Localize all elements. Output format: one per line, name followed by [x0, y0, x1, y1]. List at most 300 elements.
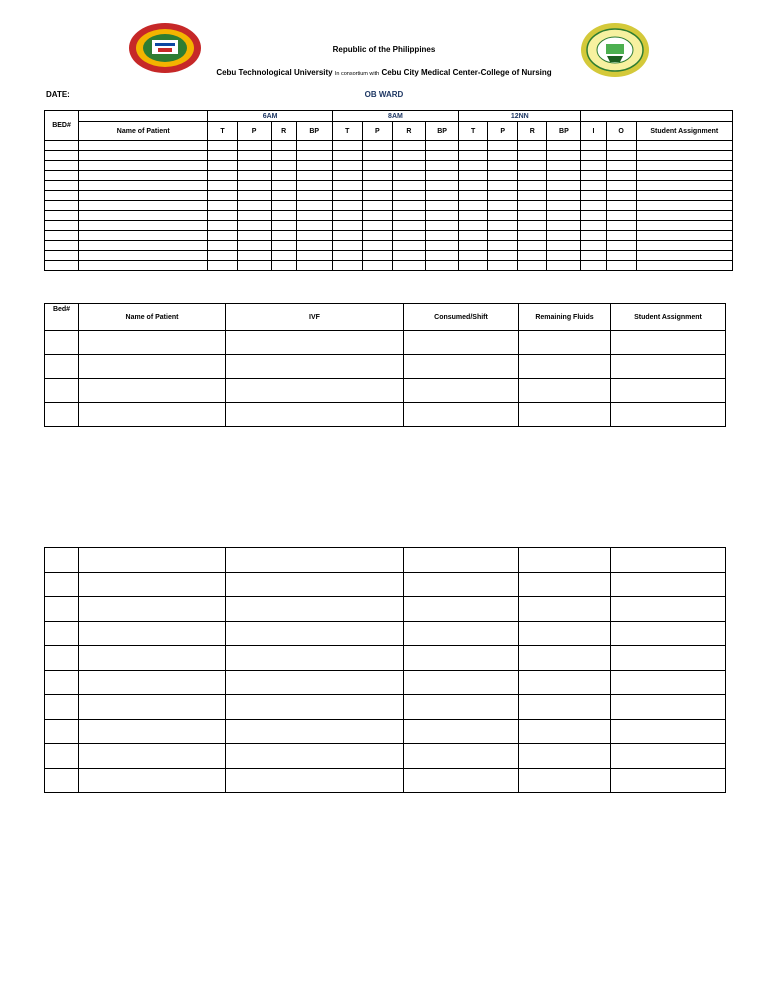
blank-cell[interactable] [79, 719, 226, 744]
blank-cell[interactable] [426, 161, 459, 171]
blank-cell[interactable] [426, 211, 459, 221]
blank-cell[interactable] [519, 355, 611, 379]
blank-cell[interactable] [606, 241, 636, 251]
blank-cell[interactable] [518, 241, 547, 251]
blank-cell[interactable] [547, 261, 581, 271]
blank-cell[interactable] [79, 621, 226, 646]
blank-cell[interactable] [611, 548, 726, 573]
blank-cell[interactable] [426, 251, 459, 261]
blank-cell[interactable] [459, 261, 488, 271]
blank-cell[interactable] [271, 141, 296, 151]
blank-cell[interactable] [296, 261, 332, 271]
blank-cell[interactable] [79, 151, 208, 161]
blank-cell[interactable] [426, 201, 459, 211]
blank-cell[interactable] [581, 251, 606, 261]
blank-cell[interactable] [606, 191, 636, 201]
blank-cell[interactable] [459, 171, 488, 181]
blank-cell[interactable] [459, 181, 488, 191]
blank-cell[interactable] [581, 191, 606, 201]
blank-cell[interactable] [237, 221, 271, 231]
blank-cell[interactable] [518, 151, 547, 161]
blank-cell[interactable] [296, 221, 332, 231]
blank-cell[interactable] [392, 171, 425, 181]
blank-cell[interactable] [296, 201, 332, 211]
blank-cell[interactable] [581, 171, 606, 181]
blank-cell[interactable] [392, 141, 425, 151]
blank-cell[interactable] [636, 231, 732, 241]
blank-cell[interactable] [45, 231, 79, 241]
blank-cell[interactable] [488, 151, 518, 161]
blank-cell[interactable] [606, 211, 636, 221]
blank-cell[interactable] [296, 171, 332, 181]
blank-cell[interactable] [45, 261, 79, 271]
blank-cell[interactable] [459, 161, 488, 171]
blank-cell[interactable] [519, 646, 611, 671]
blank-cell[interactable] [547, 181, 581, 191]
blank-cell[interactable] [404, 719, 519, 744]
blank-cell[interactable] [362, 201, 392, 211]
blank-cell[interactable] [79, 161, 208, 171]
blank-cell[interactable] [636, 251, 732, 261]
blank-cell[interactable] [45, 695, 79, 720]
blank-cell[interactable] [611, 355, 726, 379]
blank-cell[interactable] [79, 768, 226, 793]
blank-cell[interactable] [226, 597, 404, 622]
blank-cell[interactable] [237, 191, 271, 201]
blank-cell[interactable] [208, 191, 237, 201]
blank-cell[interactable] [79, 251, 208, 261]
blank-cell[interactable] [332, 201, 362, 211]
blank-cell[interactable] [45, 646, 79, 671]
blank-cell[interactable] [332, 221, 362, 231]
blank-cell[interactable] [237, 261, 271, 271]
blank-cell[interactable] [611, 403, 726, 427]
blank-cell[interactable] [208, 201, 237, 211]
blank-cell[interactable] [45, 191, 79, 201]
blank-cell[interactable] [519, 621, 611, 646]
blank-cell[interactable] [519, 379, 611, 403]
blank-cell[interactable] [296, 231, 332, 241]
blank-cell[interactable] [79, 548, 226, 573]
blank-cell[interactable] [226, 621, 404, 646]
blank-cell[interactable] [404, 768, 519, 793]
blank-cell[interactable] [392, 221, 425, 231]
blank-cell[interactable] [226, 744, 404, 769]
blank-cell[interactable] [518, 231, 547, 241]
blank-cell[interactable] [237, 161, 271, 171]
blank-cell[interactable] [271, 251, 296, 261]
blank-cell[interactable] [518, 251, 547, 261]
blank-cell[interactable] [79, 403, 226, 427]
blank-cell[interactable] [45, 768, 79, 793]
blank-cell[interactable] [636, 141, 732, 151]
blank-cell[interactable] [271, 231, 296, 241]
blank-cell[interactable] [547, 201, 581, 211]
blank-cell[interactable] [296, 191, 332, 201]
blank-cell[interactable] [392, 231, 425, 241]
blank-cell[interactable] [237, 181, 271, 191]
blank-cell[interactable] [611, 331, 726, 355]
blank-cell[interactable] [226, 768, 404, 793]
blank-cell[interactable] [296, 211, 332, 221]
blank-cell[interactable] [519, 403, 611, 427]
blank-cell[interactable] [488, 251, 518, 261]
blank-cell[interactable] [208, 161, 237, 171]
blank-cell[interactable] [606, 151, 636, 161]
blank-cell[interactable] [636, 181, 732, 191]
blank-cell[interactable] [636, 211, 732, 221]
blank-cell[interactable] [547, 161, 581, 171]
blank-cell[interactable] [426, 151, 459, 161]
blank-cell[interactable] [404, 646, 519, 671]
blank-cell[interactable] [45, 161, 79, 171]
blank-cell[interactable] [362, 141, 392, 151]
blank-cell[interactable] [271, 171, 296, 181]
blank-cell[interactable] [271, 151, 296, 161]
blank-cell[interactable] [45, 572, 79, 597]
blank-cell[interactable] [271, 201, 296, 211]
blank-cell[interactable] [332, 191, 362, 201]
blank-cell[interactable] [362, 151, 392, 161]
blank-cell[interactable] [226, 548, 404, 573]
blank-cell[interactable] [519, 331, 611, 355]
blank-cell[interactable] [606, 221, 636, 231]
blank-cell[interactable] [459, 191, 488, 201]
blank-cell[interactable] [332, 151, 362, 161]
blank-cell[interactable] [404, 572, 519, 597]
blank-cell[interactable] [208, 151, 237, 161]
blank-cell[interactable] [226, 403, 404, 427]
blank-cell[interactable] [362, 211, 392, 221]
blank-cell[interactable] [581, 201, 606, 211]
blank-cell[interactable] [547, 171, 581, 181]
blank-cell[interactable] [45, 251, 79, 261]
blank-cell[interactable] [79, 181, 208, 191]
blank-cell[interactable] [226, 379, 404, 403]
blank-cell[interactable] [79, 261, 208, 271]
blank-cell[interactable] [547, 151, 581, 161]
blank-cell[interactable] [547, 241, 581, 251]
blank-cell[interactable] [392, 161, 425, 171]
blank-cell[interactable] [79, 141, 208, 151]
blank-cell[interactable] [581, 141, 606, 151]
blank-cell[interactable] [488, 231, 518, 241]
blank-cell[interactable] [332, 161, 362, 171]
blank-cell[interactable] [611, 744, 726, 769]
blank-cell[interactable] [296, 151, 332, 161]
blank-cell[interactable] [362, 241, 392, 251]
blank-cell[interactable] [611, 768, 726, 793]
blank-cell[interactable] [488, 201, 518, 211]
blank-cell[interactable] [518, 201, 547, 211]
blank-cell[interactable] [404, 331, 519, 355]
blank-cell[interactable] [404, 403, 519, 427]
blank-cell[interactable] [208, 261, 237, 271]
blank-cell[interactable] [581, 181, 606, 191]
blank-cell[interactable] [636, 171, 732, 181]
blank-cell[interactable] [362, 161, 392, 171]
blank-cell[interactable] [79, 646, 226, 671]
blank-cell[interactable] [459, 201, 488, 211]
blank-cell[interactable] [518, 141, 547, 151]
blank-cell[interactable] [404, 548, 519, 573]
blank-cell[interactable] [404, 379, 519, 403]
blank-cell[interactable] [226, 331, 404, 355]
blank-cell[interactable] [611, 621, 726, 646]
blank-cell[interactable] [226, 572, 404, 597]
blank-cell[interactable] [296, 181, 332, 191]
blank-cell[interactable] [237, 141, 271, 151]
blank-cell[interactable] [519, 744, 611, 769]
blank-cell[interactable] [488, 211, 518, 221]
blank-cell[interactable] [392, 211, 425, 221]
blank-cell[interactable] [488, 191, 518, 201]
blank-cell[interactable] [271, 161, 296, 171]
blank-cell[interactable] [362, 251, 392, 261]
blank-cell[interactable] [488, 261, 518, 271]
blank-cell[interactable] [362, 181, 392, 191]
blank-cell[interactable] [237, 231, 271, 241]
blank-cell[interactable] [488, 141, 518, 151]
blank-cell[interactable] [79, 221, 208, 231]
blank-cell[interactable] [606, 181, 636, 191]
blank-cell[interactable] [79, 379, 226, 403]
blank-cell[interactable] [488, 181, 518, 191]
blank-cell[interactable] [79, 695, 226, 720]
blank-cell[interactable] [332, 171, 362, 181]
blank-cell[interactable] [488, 241, 518, 251]
blank-cell[interactable] [296, 161, 332, 171]
blank-cell[interactable] [519, 670, 611, 695]
blank-cell[interactable] [45, 241, 79, 251]
blank-cell[interactable] [606, 171, 636, 181]
blank-cell[interactable] [79, 231, 208, 241]
blank-cell[interactable] [518, 161, 547, 171]
blank-cell[interactable] [611, 719, 726, 744]
blank-cell[interactable] [392, 201, 425, 211]
blank-cell[interactable] [611, 670, 726, 695]
blank-cell[interactable] [237, 241, 271, 251]
blank-cell[interactable] [362, 191, 392, 201]
blank-cell[interactable] [79, 597, 226, 622]
blank-cell[interactable] [611, 597, 726, 622]
blank-cell[interactable] [606, 141, 636, 151]
blank-cell[interactable] [611, 695, 726, 720]
blank-cell[interactable] [45, 171, 79, 181]
blank-cell[interactable] [581, 241, 606, 251]
blank-cell[interactable] [581, 151, 606, 161]
blank-cell[interactable] [362, 261, 392, 271]
blank-cell[interactable] [459, 251, 488, 261]
blank-cell[interactable] [459, 231, 488, 241]
blank-cell[interactable] [519, 597, 611, 622]
blank-cell[interactable] [426, 171, 459, 181]
blank-cell[interactable] [426, 221, 459, 231]
blank-cell[interactable] [45, 211, 79, 221]
blank-cell[interactable] [518, 221, 547, 231]
blank-cell[interactable] [581, 261, 606, 271]
blank-cell[interactable] [226, 719, 404, 744]
blank-cell[interactable] [519, 572, 611, 597]
blank-cell[interactable] [45, 670, 79, 695]
blank-cell[interactable] [518, 261, 547, 271]
blank-cell[interactable] [79, 572, 226, 597]
blank-cell[interactable] [581, 221, 606, 231]
blank-cell[interactable] [45, 181, 79, 191]
blank-cell[interactable] [488, 221, 518, 231]
blank-cell[interactable] [296, 241, 332, 251]
blank-cell[interactable] [426, 181, 459, 191]
blank-cell[interactable] [636, 161, 732, 171]
blank-cell[interactable] [45, 621, 79, 646]
blank-cell[interactable] [208, 241, 237, 251]
blank-cell[interactable] [45, 355, 79, 379]
blank-cell[interactable] [332, 231, 362, 241]
blank-cell[interactable] [392, 261, 425, 271]
blank-cell[interactable] [208, 221, 237, 231]
blank-cell[interactable] [237, 151, 271, 161]
blank-cell[interactable] [404, 695, 519, 720]
blank-cell[interactable] [271, 241, 296, 251]
blank-cell[interactable] [332, 241, 362, 251]
blank-cell[interactable] [606, 201, 636, 211]
blank-cell[interactable] [332, 261, 362, 271]
blank-cell[interactable] [271, 191, 296, 201]
blank-cell[interactable] [426, 241, 459, 251]
blank-cell[interactable] [296, 141, 332, 151]
blank-cell[interactable] [208, 251, 237, 261]
blank-cell[interactable] [237, 171, 271, 181]
blank-cell[interactable] [404, 355, 519, 379]
blank-cell[interactable] [547, 211, 581, 221]
blank-cell[interactable] [271, 221, 296, 231]
blank-cell[interactable] [79, 241, 208, 251]
blank-cell[interactable] [332, 211, 362, 221]
blank-cell[interactable] [45, 201, 79, 211]
blank-cell[interactable] [404, 597, 519, 622]
blank-cell[interactable] [226, 670, 404, 695]
blank-cell[interactable] [547, 191, 581, 201]
blank-cell[interactable] [392, 181, 425, 191]
blank-cell[interactable] [547, 251, 581, 261]
blank-cell[interactable] [547, 231, 581, 241]
blank-cell[interactable] [79, 670, 226, 695]
blank-cell[interactable] [581, 211, 606, 221]
blank-cell[interactable] [45, 331, 79, 355]
blank-cell[interactable] [459, 141, 488, 151]
blank-cell[interactable] [45, 597, 79, 622]
blank-cell[interactable] [45, 403, 79, 427]
blank-cell[interactable] [226, 695, 404, 720]
blank-cell[interactable] [519, 719, 611, 744]
blank-cell[interactable] [45, 744, 79, 769]
blank-cell[interactable] [362, 171, 392, 181]
blank-cell[interactable] [362, 221, 392, 231]
blank-cell[interactable] [519, 548, 611, 573]
blank-cell[interactable] [45, 719, 79, 744]
blank-cell[interactable] [636, 201, 732, 211]
blank-cell[interactable] [636, 221, 732, 231]
blank-cell[interactable] [488, 161, 518, 171]
blank-cell[interactable] [404, 744, 519, 769]
blank-cell[interactable] [237, 201, 271, 211]
blank-cell[interactable] [45, 379, 79, 403]
blank-cell[interactable] [636, 151, 732, 161]
blank-cell[interactable] [79, 211, 208, 221]
blank-cell[interactable] [79, 201, 208, 211]
blank-cell[interactable] [79, 355, 226, 379]
blank-cell[interactable] [518, 191, 547, 201]
blank-cell[interactable] [237, 251, 271, 261]
blank-cell[interactable] [606, 161, 636, 171]
blank-cell[interactable] [392, 241, 425, 251]
blank-cell[interactable] [581, 231, 606, 241]
blank-cell[interactable] [459, 241, 488, 251]
blank-cell[interactable] [392, 151, 425, 161]
blank-cell[interactable] [636, 241, 732, 251]
blank-cell[interactable] [271, 261, 296, 271]
blank-cell[interactable] [519, 695, 611, 720]
blank-cell[interactable] [79, 171, 208, 181]
blank-cell[interactable] [581, 161, 606, 171]
blank-cell[interactable] [518, 211, 547, 221]
blank-cell[interactable] [332, 181, 362, 191]
blank-cell[interactable] [271, 181, 296, 191]
blank-cell[interactable] [636, 261, 732, 271]
blank-cell[interactable] [459, 151, 488, 161]
blank-cell[interactable] [611, 572, 726, 597]
blank-cell[interactable] [519, 768, 611, 793]
blank-cell[interactable] [636, 191, 732, 201]
blank-cell[interactable] [459, 211, 488, 221]
blank-cell[interactable] [362, 231, 392, 241]
blank-cell[interactable] [45, 141, 79, 151]
blank-cell[interactable] [208, 141, 237, 151]
blank-cell[interactable] [488, 171, 518, 181]
blank-cell[interactable] [271, 211, 296, 221]
blank-cell[interactable] [518, 181, 547, 191]
blank-cell[interactable] [392, 191, 425, 201]
blank-cell[interactable] [237, 211, 271, 221]
blank-cell[interactable] [404, 621, 519, 646]
blank-cell[interactable] [45, 221, 79, 231]
blank-cell[interactable] [226, 355, 404, 379]
blank-cell[interactable] [426, 231, 459, 241]
blank-cell[interactable] [426, 261, 459, 271]
blank-cell[interactable] [79, 744, 226, 769]
blank-cell[interactable] [404, 670, 519, 695]
blank-cell[interactable] [79, 331, 226, 355]
blank-cell[interactable] [332, 141, 362, 151]
blank-cell[interactable] [332, 251, 362, 261]
blank-cell[interactable] [547, 221, 581, 231]
blank-cell[interactable] [606, 251, 636, 261]
blank-cell[interactable] [208, 231, 237, 241]
blank-cell[interactable] [547, 141, 581, 151]
blank-cell[interactable] [392, 251, 425, 261]
blank-cell[interactable] [208, 211, 237, 221]
blank-cell[interactable] [79, 191, 208, 201]
blank-cell[interactable] [459, 221, 488, 231]
blank-cell[interactable] [426, 191, 459, 201]
blank-cell[interactable] [426, 141, 459, 151]
blank-cell[interactable] [226, 646, 404, 671]
blank-cell[interactable] [611, 379, 726, 403]
blank-cell[interactable] [296, 251, 332, 261]
blank-cell[interactable] [606, 261, 636, 271]
blank-cell[interactable] [208, 181, 237, 191]
blank-cell[interactable] [518, 171, 547, 181]
